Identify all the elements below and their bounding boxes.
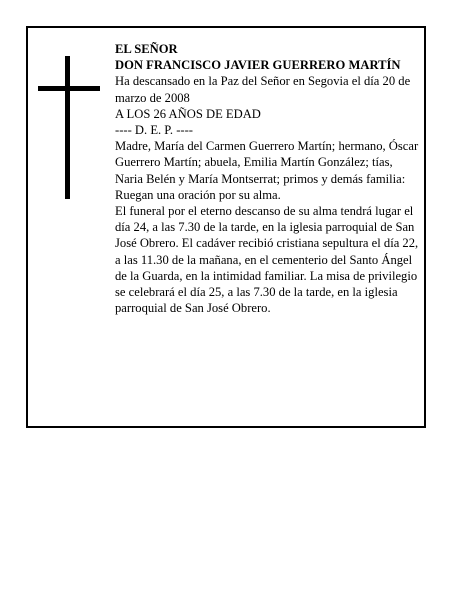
- death-announcement: Ha descansado en la Paz del Señor en Segovia el día 20 de marzo de 2008: [115, 74, 411, 105]
- rest-in-peace: ---- D. E. P. ----: [115, 123, 193, 138]
- cross-horizontal-bar: [38, 86, 100, 91]
- salutation: EL SEÑOR: [115, 42, 178, 56]
- deceased-name: DON FRANCISCO JAVIER GUERRERO MARTÍN: [115, 58, 401, 73]
- cross-icon: [38, 56, 100, 199]
- obituary-notice: [26, 26, 426, 428]
- age-line: A LOS 26 AÑOS DE EDAD: [115, 106, 261, 121]
- funeral-details: El funeral por el eterno descanso de su alma tendrá lugar el día 24, a las 7.30 de la tarde, en la iglesia parroquial de San José Obrero. El cadáver recibió cristiana sepultura el día 22, a las 11.30 de la mañana, en el cementerio del Santo Ángel de la Guarda, en la intimidad familiar. La misa de privilegio se celebrará el día 25, a las 7.30 de la tarde, en la iglesia parroquial de San José Obrero.: [115, 204, 419, 316]
- cross-vertical-bar: [65, 56, 70, 199]
- prayer-request: Ruegan una oración por su alma.: [115, 187, 281, 202]
- family-list: Madre, María del Carmen Guerrero Martín; hermano, Óscar Guerrero Martín; abuela, Emilia Martín González; tías, Naria Belén y María Montserrat; primos y demás familia:: [115, 139, 419, 186]
- obituary-text: [115, 41, 421, 316]
